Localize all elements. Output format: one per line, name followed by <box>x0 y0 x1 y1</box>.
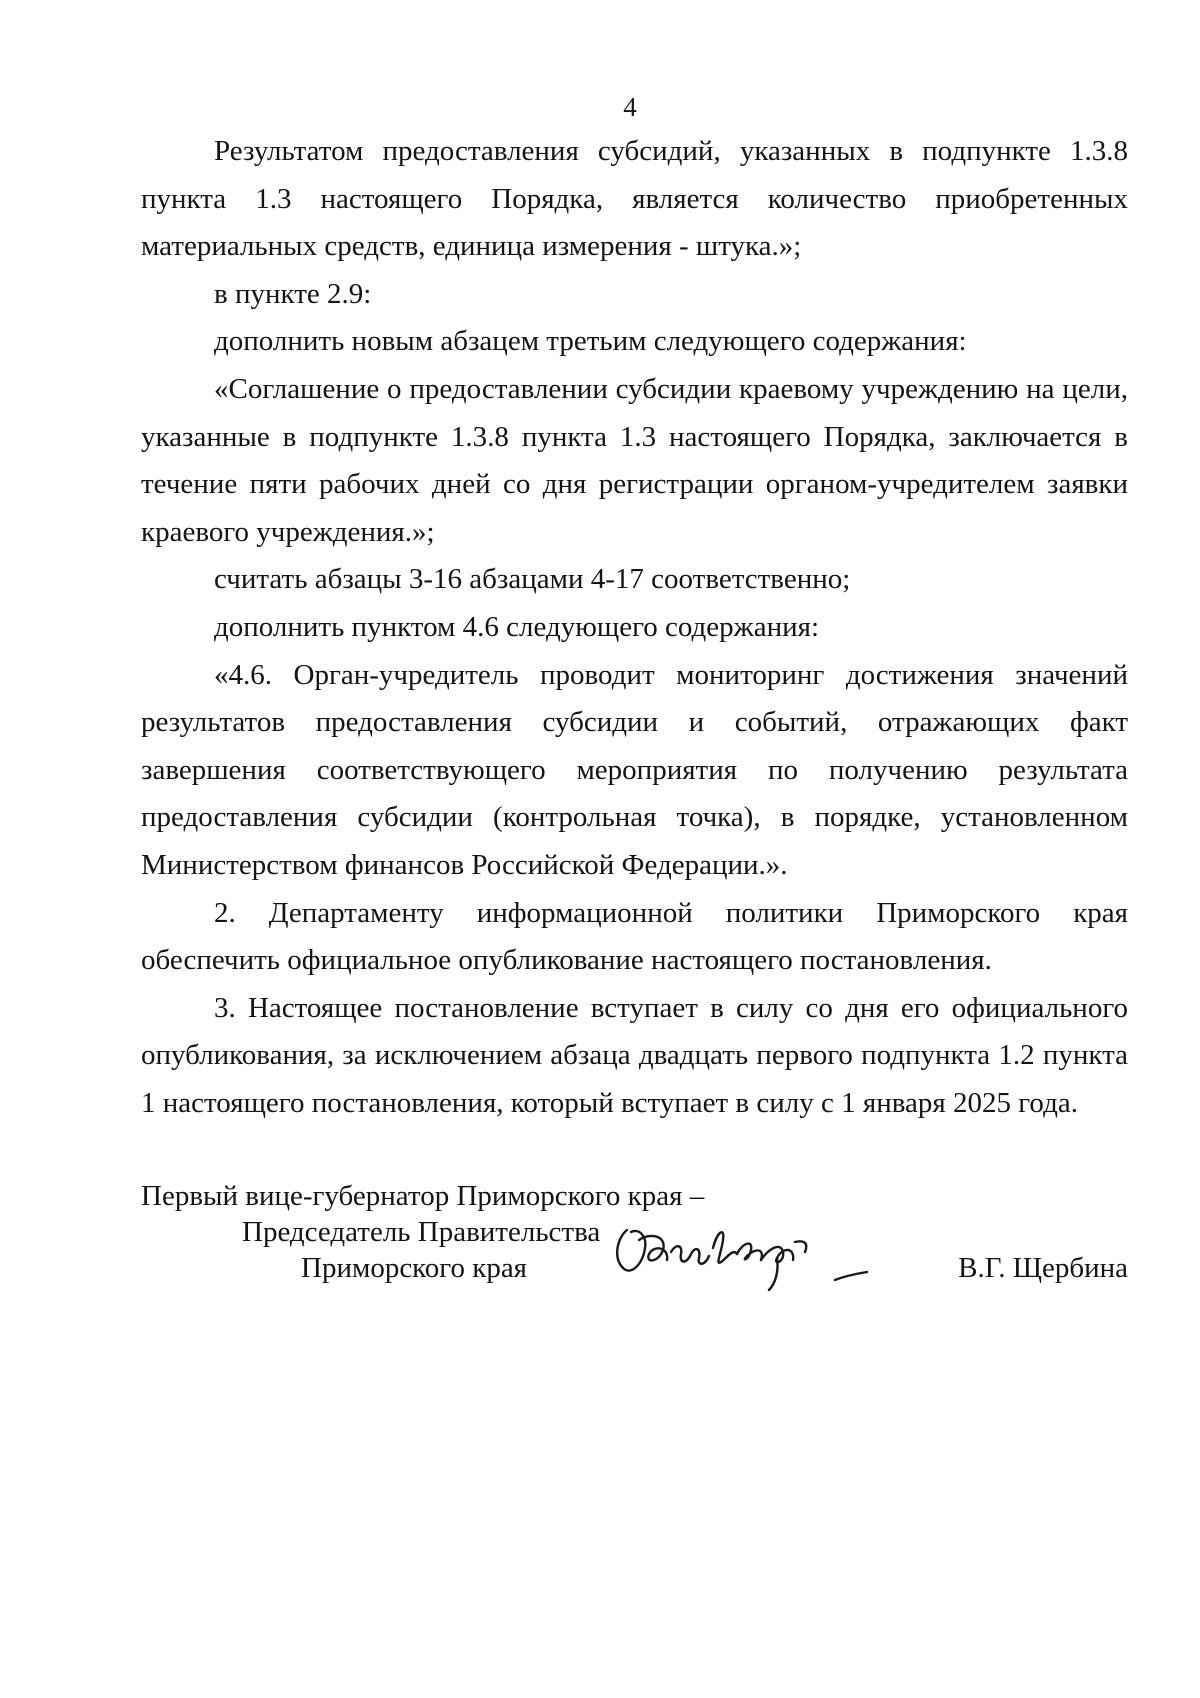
paragraph-point-4-6: «4.6. Орган-учредитель проводит мониторинг достижения значений результатов предоставления субсидии и событий, отражающих факт завершения соответствующего мероприятия по получению результата предоставления субсидии (контрольная точка), в порядке, установленном Министерством финансов Российской Федерации.». <box>141 658 1128 881</box>
paragraph-point-2-9: в пункте 2.9: <box>214 277 372 310</box>
paragraph-add-point-4-6: дополнить пунктом 4.6 следующего содержания: <box>214 610 820 643</box>
signature-block <box>141 1178 1128 1288</box>
paragraph-agreement: «Соглашение о предоставлении субсидии краевому учреждению на цели, указанные в подпункте 1.3.8 пункта 1.3 настоящего Порядка, заключается в течение пяти рабочих дней со дня регистрации органом-учредителем заявки краевого учреждения.»; <box>141 372 1128 548</box>
page-number: 4 <box>623 92 637 122</box>
signatory-position-line-3: Приморского края <box>301 1252 528 1284</box>
document-body <box>141 128 1128 1127</box>
signatory-name: В.Г. Щербина <box>958 1252 1128 1284</box>
paragraph-add-third-abzac: дополнить новым абзацем третьим следующего содержания: <box>214 325 967 358</box>
paragraph-item-2: 2. Департаменту информационной политики Приморского края обеспечить официальное опубликование настоящего постановления. <box>141 896 1128 977</box>
signatory-position-line-2: Председатель Правительства <box>242 1216 601 1248</box>
paragraph-renumber: считать абзацы 3-16 абзацами 4-17 соответственно; <box>214 563 851 596</box>
paragraph-result-subsidies: Результатом предоставления субсидий, указанных в подпункте 1.3.8 пункта 1.3 настоящего Порядка, является количество приобретенных материальных средств, единица измерения - штука.»; <box>141 135 1128 263</box>
paragraph-item-3: 3. Настоящее постановление вступает в силу со дня его официального опубликования, за исключением абзаца двадцать первого подпункта 1.2 пункта 1 настоящего постановления, который вступает в силу с 1 января 2025 года. <box>141 991 1128 1119</box>
signatory-position-line-1: Первый вице-губернатор Приморского края – <box>141 1180 705 1212</box>
handwritten-signature <box>609 1218 879 1298</box>
